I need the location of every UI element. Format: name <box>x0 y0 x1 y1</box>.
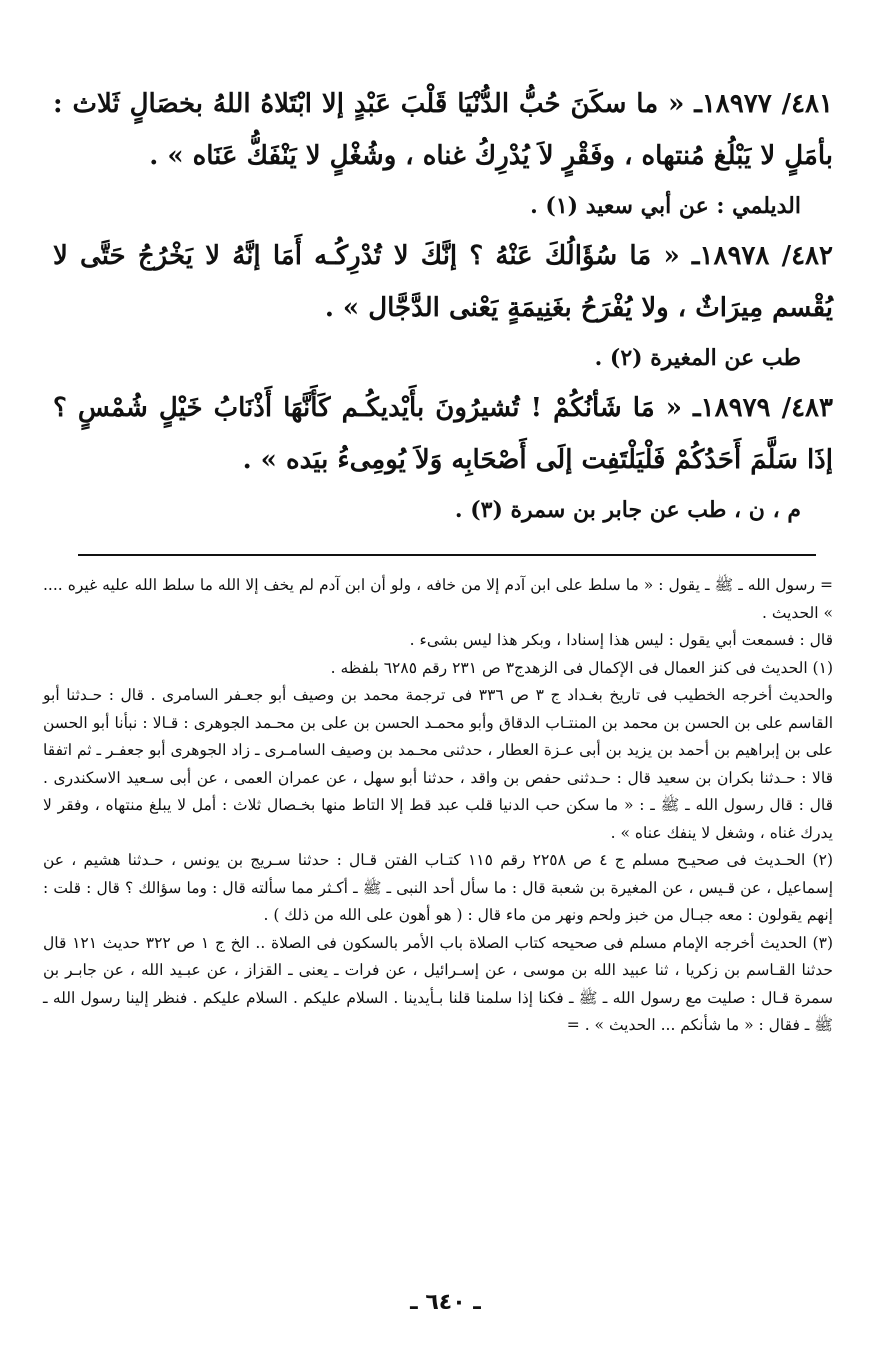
hadith-text: ٤٨٢/ ١٨٩٧٨ـ « مَا سُؤَالُكَ عَنْهُ ؟ إنَّكَ لا تُدْرِكُـه أَمَا إنَّهُ لا يَخْرُجُ حَتَّى لا يُقْسم مِيرَاثٌ ، ولا يُفْرَحُ بغَنِيمَةٍ يَعْنى الدَّجَّال » . <box>53 241 833 323</box>
footnote-divider <box>78 554 816 556</box>
footnote-1-detail: والحديث أخرجه الخطيب فى تاريخ بغـداد ج ٣ ص ٣٣٦ فى ترجمة محمد بن وصيف أبو جعـفر السامرى . قال : حـدثنا أبو القاسم على بن الحسن بن محمد بن المنتـاب الدقاق وأبو محمـد الحسن بن على بن محـمد الجوهرى : قـالا : نبأنا أبو الحسن على بن إبراهيم بن أحمد بن يزيد بن أبى عـزة العطار ، حدثنى محـمد بن وصيف السامـرى ـ زاد الجوهرى أبو جعفـر ـ ثم اتفقا قالا : حـدثنا بكران بن سعيد قال : حـدثنى حفص بن واقد ، حدثنا أبو سهل ، عن عمران العمى ، عن أبى سـعيد الاسكندرى . قال : قال رسول الله ـ ﷺ ـ : « ما سكن حب الدنيا قلب عبد قط إلا التاط منها بخـصال ثلاث : أمل لا يبلغ منتهاه ، وفقر لا يدرك غناه ، وشغل لا ينفك عناه » . <box>43 686 833 842</box>
hadith-section <box>53 78 833 534</box>
hadith-text: ٤٨١/ ١٨٩٧٧ـ « ما سكَنَ حُبُّ الدُّنْيَا قَلْبَ عَبْدٍ إلا ابْتَلاهُ اللهُ بخصَالٍ ثَلاث : بأمَلٍ لا يَبْلُغ مُنتهاه ، وفَقْرٍ لاَ يُدْرِكُ غناه ، وشُغْلٍ لا يَنْفَكُّ عَنَاه » . <box>53 89 833 171</box>
hadith-source: م ، ن ، طب عن جابر بن سمرة (٣) . <box>454 497 801 523</box>
page-number: ـ ٦٤٠ ـ <box>410 1290 481 1315</box>
hadith-source: طب عن المغيرة (٢) . <box>594 345 801 371</box>
footnote-3: (٣) الحديث أخرجه الإمام مسلم فى صحيحه كتاب الصلاة باب الأمر بالسكون فى الصلاة .. الخ ج ١ ص ٣٢٢ حديث ١٢١ قال حدثنا القـاسم بن زكريا ، ثنا عبيد الله بن موسى ، عن إسـرائيل ، عن فرات ـ يعنى ـ القزاز ، عن عبـيد الله ، عن جابـر بن سمرة قـال : صليت مع رسول الله ـ ﷺ ـ فكنا إذا سلمنا قلنا بـأيدينا . السلام عليكم . السلام عليكم . فنظر إلينا رسول الله ـ ﷺ ـ فقال : « ما شأنكم ... الحديث » . = <box>43 933 833 1034</box>
footnote-continuation: = رسول الله ـ ﷺ ـ يقول : « ما سلط على ابن آدم إلا من خافه ، ولو أن ابن آدم لم يخف إلا الله ما سلط الله عليه غيره .... » الحديث . <box>43 576 833 622</box>
hadith-source: الديلمي : عن أبي سعيد (١) . <box>530 193 801 219</box>
footnote-2: (٢) الحـديث فى صحيـح مسلم ج ٤ ص ٢٢٥٨ رقم ١١٥ كتـاب الفتن قـال : حدثنا سـريج بن يونس ، حـدثنا هشيم ، عن إسماعيل ، عن قـيس ، عن المغيرة بن شعبة قال : ما سأل أحد النبى ـ ﷺ ـ أكـثر مما سألته قال : وما سؤالك ؟ قال : قلت : إنهم يقولون : معه جبـال من خبز ولحم ونهر من ماء قال : ( هو أهون على الله من ذلك ) . <box>43 851 833 924</box>
footnote-1: (١) الحديث فى كنز العمال فى الإكمال فى الزهدج٣ ص ٢٣١ رقم ٦٢٨٥ بلفظه . <box>330 658 833 677</box>
footnote-continuation: قال : فسمعت أبي يقول : ليس هذا إسنادا ، وبكر هذا ليس بشىء . <box>409 631 833 649</box>
footnotes-section <box>43 572 833 1040</box>
hadith-text: ٤٨٣/ ١٨٩٧٩ـ « مَا شَأنُكُمْ ! تُشيرُونَ بأَيْديكُـم كَأَنَّهَا أَذْنَابُ خَيْلٍ شُمْسٍ ؟ إذَا سَلَّمَ أَحَدُكُمْ فَلْيَلْتَفِت إلَى أَصْحَابِه وَلاَ يُومِىءُ بيَده » . <box>53 393 833 475</box>
